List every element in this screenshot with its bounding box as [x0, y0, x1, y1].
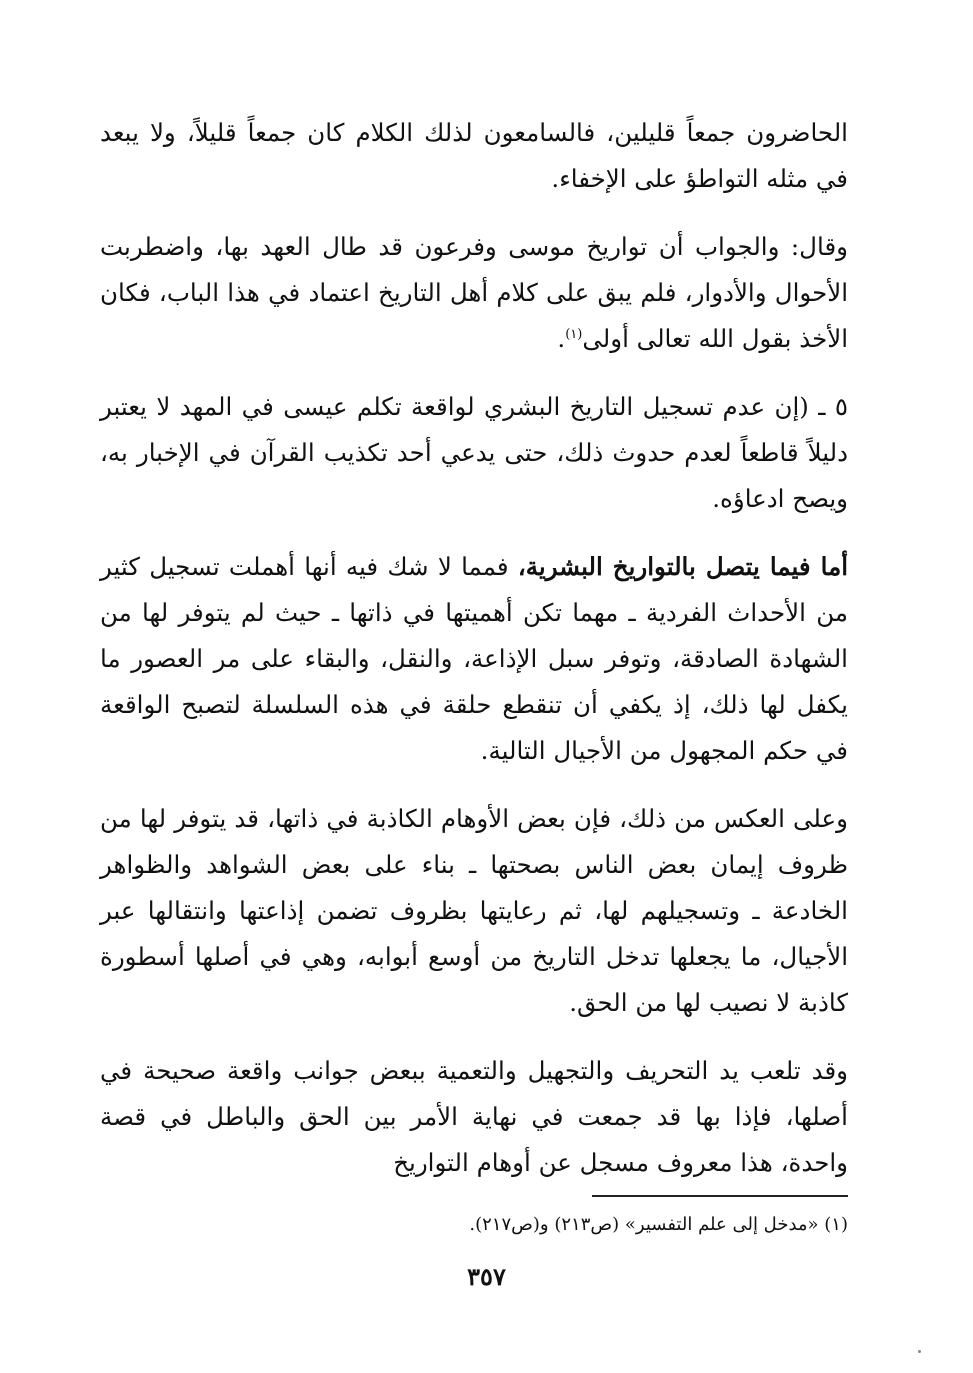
- paragraph-5: [100, 796, 848, 1026]
- paragraph-4: [100, 544, 848, 774]
- scan-speck: [918, 1350, 921, 1353]
- paragraph-2-tail: .: [557, 324, 566, 353]
- paragraph-6: [100, 1048, 848, 1186]
- footnote-divider: [592, 1195, 848, 1197]
- paragraph-4-text: فمما لا شك فيه أنها أهملت تسجيل كثير من الأحداث الفردية ـ مهما تكن أهميتها في ذاتها ـ حيث لم يتوفر لها من الشهادة الصادقة، وتوفر سبل الإذاعة، والنقل، والبقاء على مر العصور ما يكفل لها ذلك، إذ يكفي أن تنقطع حلقة في هذه السلسلة لتصبح الواقعة في حكم المجهول من الأجيال التالية.: [100, 552, 848, 765]
- paragraph-4-bold-lead: أما فيما يتصل بالتواريخ البشرية،: [517, 552, 848, 581]
- paragraph-2-text: وقال: والجواب أن تواريخ موسى وفرعون قد طال العهد بها، واضطربت الأحوال والأدوار، فلم يبق على كلام أهل التاريخ اعتماد في هذا الباب، فكان الأخذ بقول الله تعالى أولى: [100, 232, 848, 353]
- paragraph-1-text: الحاضرون جمعاً قليلين، فالسامعون لذلك الكلام كان جمعاً قليلاً، ولا يبعد في مثله التواطؤ على الإخفاء.: [100, 118, 848, 193]
- paragraph-1: [100, 110, 848, 202]
- paragraph-3-text: ٥ ـ (إن عدم تسجيل التاريخ البشري لواقعة تكلم عيسى في المهد لا يعتبر دليلاً قاطعاً لعدم حدوث ذلك، حتى يدعي أحد تكذيب القرآن في الإخبار به، ويصح ادعاؤه.: [100, 392, 848, 513]
- paragraph-2: [100, 224, 848, 362]
- paragraph-5-text: وعلى العكس من ذلك، فإن بعض الأوهام الكاذبة في ذاتها، قد يتوفر لها من ظروف إيمان بعض الناس بصحتها ـ بناء على بعض الشواهد والظواهر الخادعة ـ وتسجيلهم لها، ثم رعايتها بظروف تضمن إذاعتها وانتقالها عبر الأجيال، ما يجعلها تدخل التاريخ من أوسع أبوابه، وهي في أصلها أسطورة كاذبة لا نصيب لها من الحق.: [100, 804, 848, 1017]
- paragraph-6-text: وقد تلعب يد التحريف والتجهيل والتعمية ببعض جوانب واقعة صحيحة في أصلها، فإذا بها قد جمعت في نهاية الأمر بين الحق والباطل في قصة واحدة، هذا معروف مسجل عن أوهام التواريخ: [100, 1056, 848, 1177]
- page-body: [100, 110, 848, 1208]
- footnote-reference[interactable]: (١): [565, 326, 583, 342]
- footnote-text: (١) «مدخل إلى علم التفسير» (ص٢١٣) و(ص٢١٧).: [469, 1214, 848, 1235]
- page-number: ٣٥٧: [467, 1262, 506, 1291]
- paragraph-3: [100, 384, 848, 522]
- footnote: [248, 1210, 848, 1240]
